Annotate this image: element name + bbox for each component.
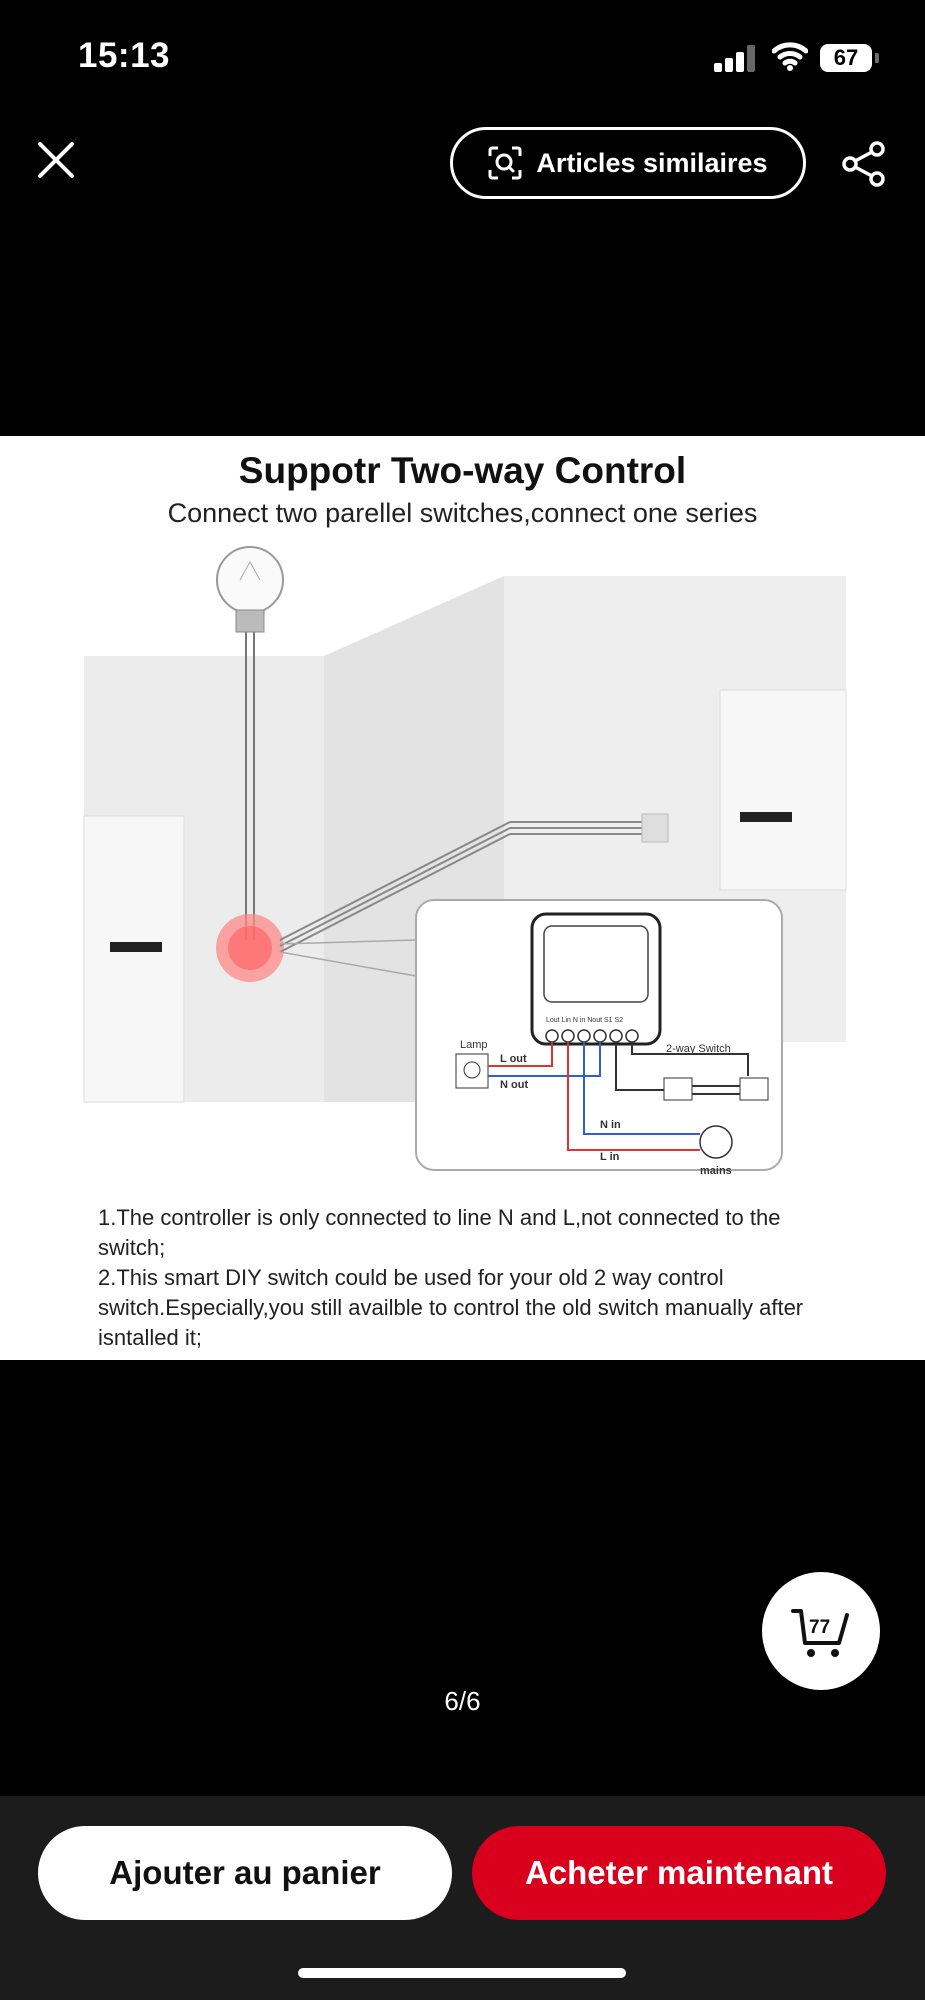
- wifi-icon: [772, 40, 808, 72]
- similar-items-label: Articles similaires: [536, 147, 768, 178]
- lamp-icon: [456, 1054, 488, 1088]
- two-way-switch-b: [740, 1078, 768, 1100]
- buy-now-button[interactable]: Acheter maintenant: [472, 1826, 886, 1920]
- status-time: 15:13: [78, 36, 171, 75]
- cellular-signal-icon: [714, 44, 756, 72]
- gallery-page-indicator: 6/6: [444, 1686, 481, 1716]
- cart-count: 77: [809, 1617, 831, 1638]
- visual-search-icon: [488, 146, 522, 180]
- l-out-label: L out: [500, 1053, 527, 1065]
- similar-items-button[interactable]: [450, 127, 806, 199]
- door-handle-left-icon: [110, 942, 162, 952]
- image-notes: [98, 1203, 838, 1353]
- note-1: 1.The controller is only connected to line N and L,not connected to the switch;: [98, 1205, 781, 1260]
- battery-icon: [820, 44, 872, 72]
- n-in-label: N in: [600, 1119, 621, 1131]
- battery-level: 67: [833, 45, 859, 70]
- add-to-cart-button[interactable]: Ajouter au panier: [38, 1826, 452, 1920]
- lamp-label: Lamp: [460, 1039, 488, 1051]
- n-out-label: N out: [500, 1079, 529, 1091]
- light-bulb-icon: [217, 547, 283, 632]
- door-handle-right-icon: [740, 812, 792, 822]
- image-title: Suppotr Two-way Control: [238, 450, 687, 491]
- l-in-label: L in: [600, 1151, 620, 1163]
- cart-icon: [789, 1603, 853, 1659]
- battery-tip: [875, 53, 879, 63]
- home-indicator[interactable]: [298, 1968, 626, 1978]
- two-way-switch-label: 2-way Switch: [666, 1043, 731, 1055]
- mains-icon: [700, 1126, 732, 1158]
- share-icon[interactable]: [840, 140, 888, 188]
- image-subtitle: Connect two parellel switches,connect one series: [167, 498, 758, 528]
- cart-button[interactable]: [762, 1572, 880, 1690]
- two-way-switch-a: [664, 1078, 692, 1100]
- wall-switch: [642, 814, 668, 842]
- wiring-diagram: [80, 540, 850, 1180]
- close-icon[interactable]: [36, 140, 76, 180]
- mains-label: mains: [700, 1165, 732, 1177]
- note-2: 2.This smart DIY switch could be used for your old 2 way control switch.Especially,you still availble to control the old switch manually after isntalled it;: [98, 1265, 804, 1350]
- status-bar: [0, 0, 925, 118]
- terminal-labels: Lout Lin N in Nout S1 S2: [546, 1017, 624, 1024]
